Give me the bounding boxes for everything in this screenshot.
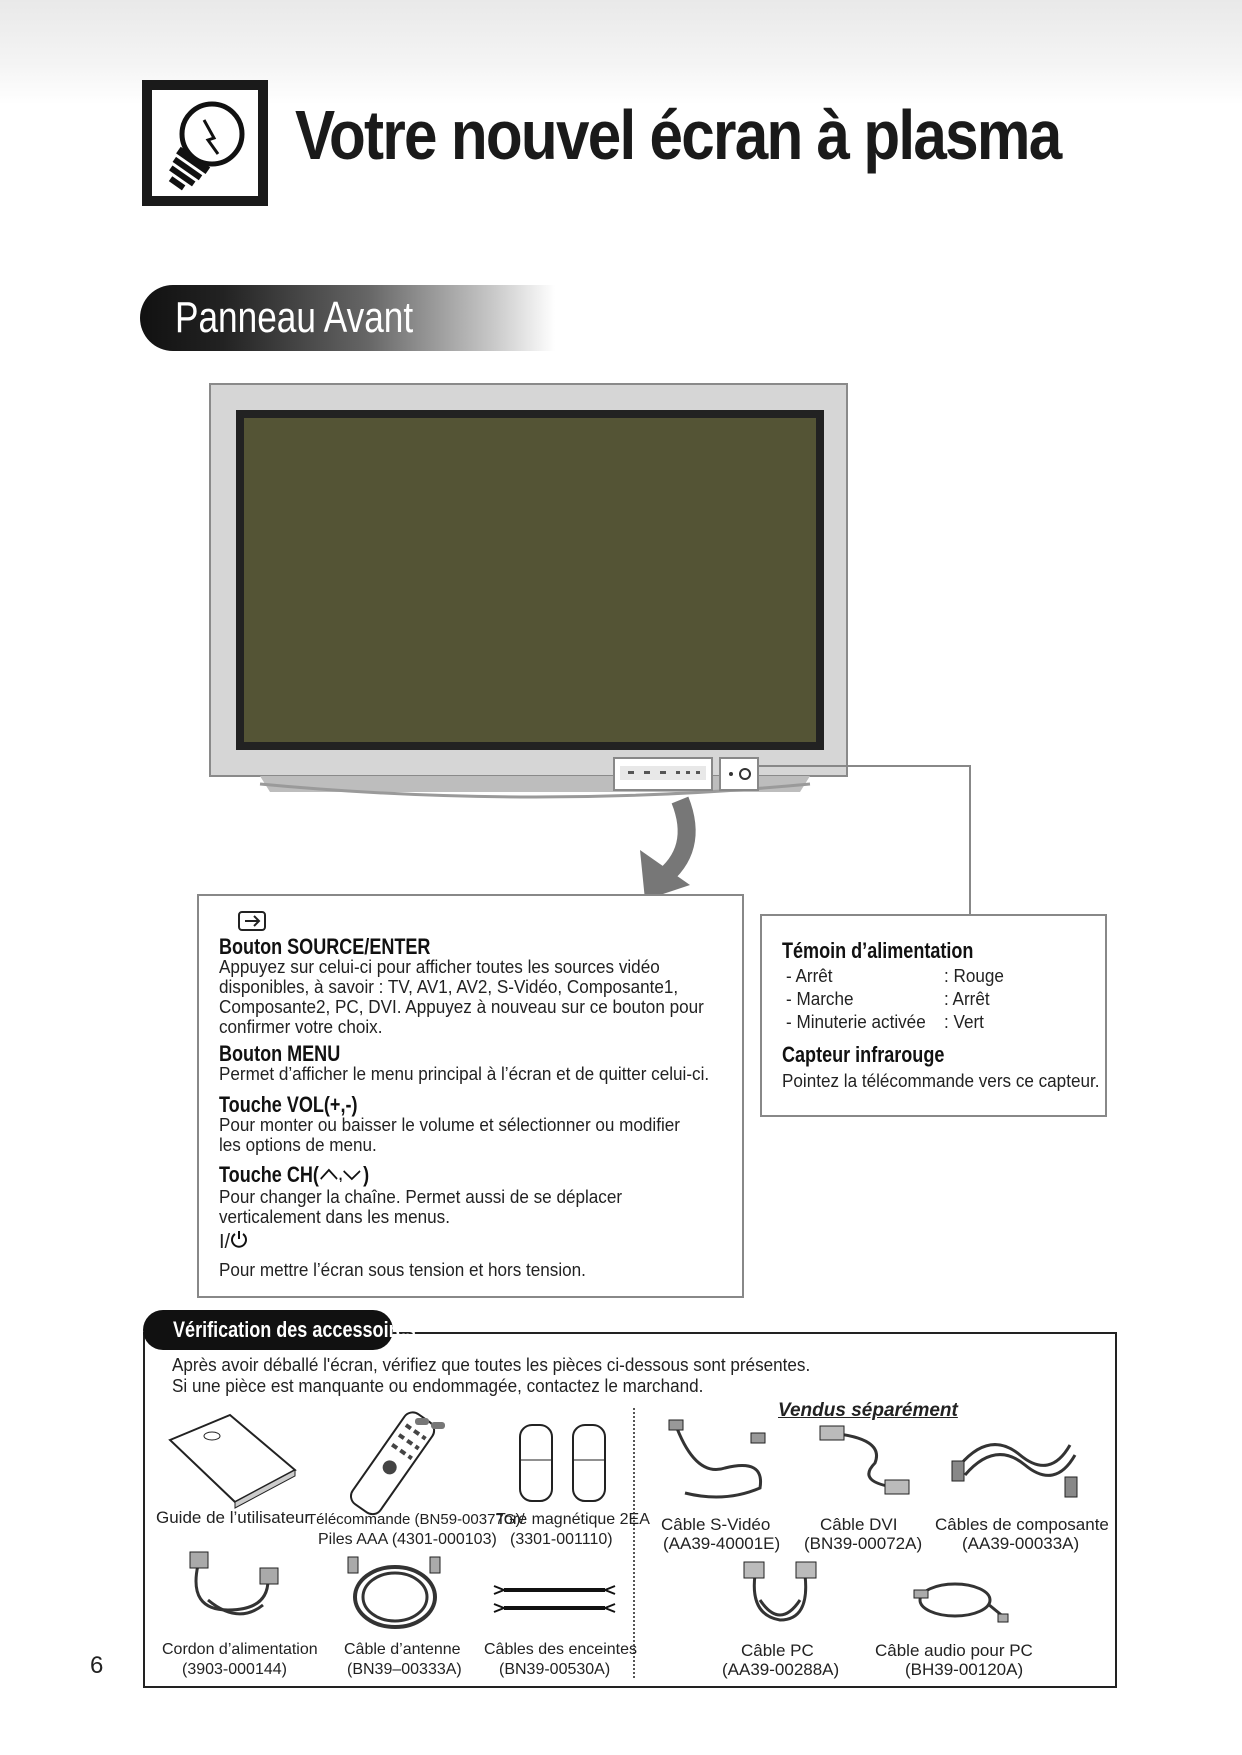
item-pc-audio-name: Câble audio pour PC xyxy=(875,1641,1033,1660)
accessories-intro-2: Si une pièce est manquante ou endommagée, contactez le marchand. xyxy=(172,1376,704,1396)
svg-text:,: , xyxy=(338,1166,343,1182)
lightbulb-icon xyxy=(152,90,258,196)
item-antenna-name: Câble d’antenne xyxy=(344,1641,461,1658)
dvi-cable-icon xyxy=(815,1418,915,1503)
antenna-cable-icon xyxy=(340,1555,450,1635)
manual-icon xyxy=(160,1410,300,1510)
power-symbol xyxy=(219,1230,248,1254)
accessories-tab xyxy=(143,1310,416,1350)
item-pc-cable-code: (AA39-00288A) xyxy=(722,1660,840,1679)
source-line-4: confirmer votre choix. xyxy=(219,1017,383,1037)
page-title: Votre nouvel écran à plasma xyxy=(295,96,1061,174)
power-cord-icon xyxy=(178,1550,288,1630)
source-line-3: Composante2, PC, DVI. Appuyez à nouveau sur ce bouton pour xyxy=(219,997,704,1017)
item-pc-cable-name: Câble PC xyxy=(741,1641,814,1660)
accessories-intro-1: Après avoir déballé l'écran, vérifiez que toutes les pièces ci-dessous sont présentes. xyxy=(172,1355,811,1375)
up-down-chevron-icon xyxy=(319,1166,363,1182)
item-dvi-code: (BN39-00072A) xyxy=(804,1534,923,1553)
source-line-2: disponibles, à savoir : TV, AV1, AV2, S-Vidéo, Composante1, xyxy=(219,977,679,997)
sold-separately-label: Vendus séparément xyxy=(778,1400,958,1421)
power-line-1: Pour mettre l’écran sous tension et hors tension. xyxy=(219,1260,586,1280)
accessories-title: Vérification des accessoires xyxy=(173,1317,416,1342)
item-manual-name: Guide de l’utilisateur xyxy=(156,1508,311,1527)
item-power-cord-code: (3903-000144) xyxy=(182,1661,287,1678)
item-antenna-code: (BN39–00333A) xyxy=(347,1661,462,1678)
source-line-1: Appuyez sur celui-ci pour afficher toutes les sources vidéo xyxy=(219,957,660,977)
menu-line-1: Permet d’afficher le menu principal à l’écran et de quitter celui-ci. xyxy=(219,1064,710,1084)
source-button-title: Bouton SOURCE/ENTER xyxy=(219,934,431,959)
item-component-code: (AA39-00033A) xyxy=(962,1534,1080,1553)
indicator-title: Témoin d’alimentation xyxy=(782,938,974,963)
indicator-row-2-value: : Arrêt xyxy=(944,989,990,1009)
section-title: Panneau Avant xyxy=(175,293,414,342)
ch-line-2: verticalement dans les menus. xyxy=(219,1207,450,1227)
ch-line-1: Pour changer la chaîne. Permet aussi de se déplacer xyxy=(219,1187,623,1207)
item-speaker-code: (BN39-00530A) xyxy=(499,1661,611,1678)
component-cables-icon xyxy=(950,1425,1080,1500)
item-component-name: Câbles de composante xyxy=(935,1515,1109,1534)
s-video-cable-icon xyxy=(665,1418,775,1503)
tip-icon-frame xyxy=(142,80,268,206)
ch-title-end: ) xyxy=(363,1162,370,1187)
section-tab xyxy=(140,285,555,351)
power-indicator-panel xyxy=(760,914,1107,1117)
pc-cable-icon xyxy=(730,1560,830,1635)
indicator-row-3-value: : Vert xyxy=(944,1012,984,1032)
ch-title-start: Touche CH( xyxy=(219,1162,319,1187)
speaker-cables-icon xyxy=(492,1580,617,1620)
source-icon xyxy=(237,910,271,932)
ch-key-title xyxy=(219,1162,369,1188)
item-remote-code: Piles AAA (4301-000103) xyxy=(318,1531,497,1548)
page-number: 6 xyxy=(90,1652,104,1679)
item-svideo-name: Câble S-Vidéo xyxy=(661,1515,771,1534)
ferrite-core-icon xyxy=(515,1420,615,1510)
pc-audio-cable-icon xyxy=(910,1570,1010,1630)
item-dvi-name: Câble DVI xyxy=(820,1515,898,1534)
vol-line-1: Pour monter ou baisser le volume et sélectionner ou modifier xyxy=(219,1115,680,1135)
indicator-row-2-label: - Marche xyxy=(786,989,854,1009)
indicator-row-1-label: - Arrêt xyxy=(786,966,833,986)
menu-button-title: Bouton MENU xyxy=(219,1041,341,1066)
sensor-title: Capteur infrarouge xyxy=(782,1042,945,1067)
indicator-row-3-label: - Minuterie activée xyxy=(786,1012,926,1032)
indicator-row-1-value: : Rouge xyxy=(944,966,1004,986)
item-pc-audio-code: (BH39-00120A) xyxy=(905,1660,1024,1679)
item-svideo-code: (AA39-40001E) xyxy=(663,1534,781,1553)
sensor-text: Pointez la télécommande vers ce capteur. xyxy=(782,1071,1100,1091)
item-ferrite-code: (3301-001110) xyxy=(510,1531,613,1548)
item-remote-name: Télécommande (BN59-00377G)/ xyxy=(307,1511,525,1528)
tv-screen xyxy=(244,418,816,742)
front-controls-panel xyxy=(197,894,744,1298)
power-symbol-text: I/ xyxy=(219,1231,231,1253)
plasma-tv-illustration xyxy=(200,380,980,900)
item-ferrite-name: Tore magnétique 2EA xyxy=(496,1511,650,1528)
connector-line xyxy=(969,900,971,914)
item-power-cord-name: Cordon d’alimentation xyxy=(162,1641,318,1658)
vol-line-2: les options de menu. xyxy=(219,1135,377,1155)
vol-key-title: Touche VOL(+,-) xyxy=(219,1092,358,1117)
power-icon xyxy=(230,1230,248,1248)
separator-line xyxy=(633,1408,635,1678)
remote-control-icon xyxy=(345,1410,455,1520)
item-speaker-name: Câbles des enceintes xyxy=(484,1641,637,1658)
